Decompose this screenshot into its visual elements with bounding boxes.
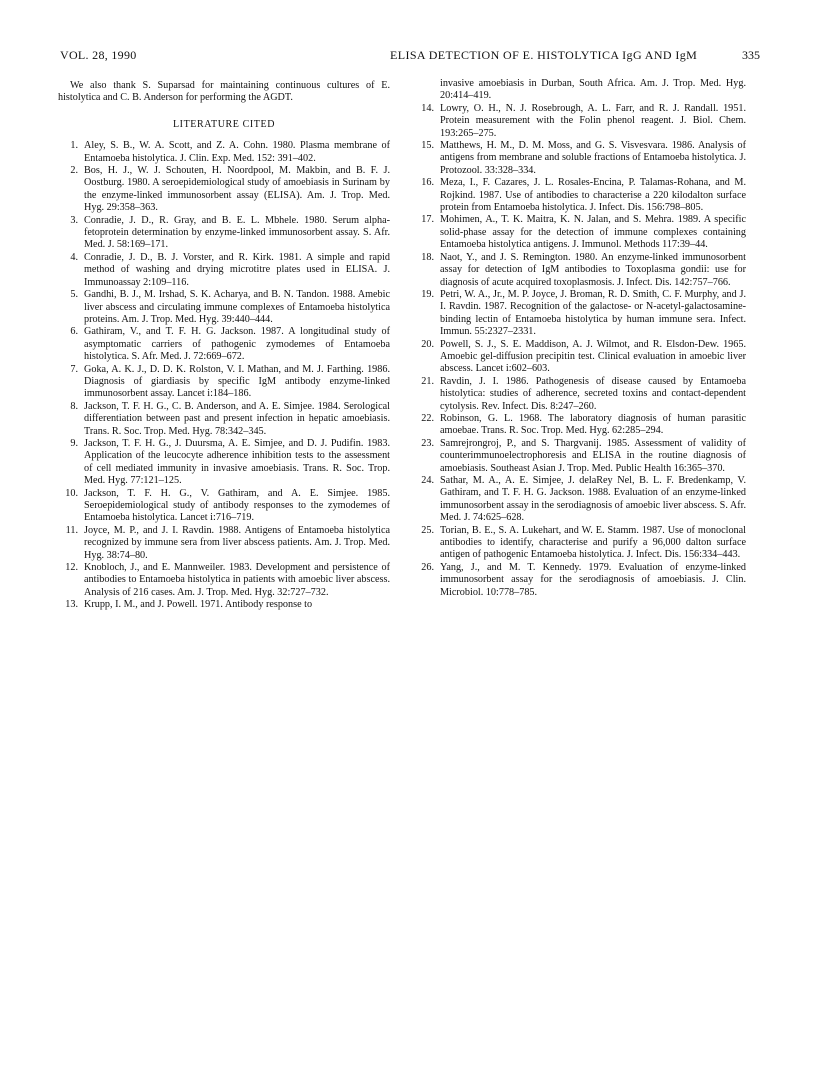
reference-text: Conradie, J. D., B. J. Vorster, and R. Kirk. 1981. A simple and rapid method of washing and drying microtitre plates used in ELISA. J. Immunoassay 2:109–116. bbox=[84, 251, 390, 288]
reference-item bbox=[58, 562, 390, 599]
reference-number: 10. bbox=[65, 487, 78, 499]
volume-label: VOL. 28, 1990 bbox=[60, 48, 137, 62]
acknowledgment: We also thank S. Suparsad for maintaining continuous cultures of E. histolytica and C. B. Anderson for performing the AGDT. bbox=[58, 80, 390, 104]
reference-text: Matthews, H. M., D. M. Moss, and G. S. Visvesvara. 1986. Analysis of antigens from membrane and soluble fractions of Entamoeba histolytica. J. Protozool. 33:328–334. bbox=[440, 140, 746, 176]
reference-item bbox=[58, 215, 390, 252]
reference-text: Jackson, T. F. H. G., C. B. Anderson, and A. E. Simjee. 1984. Serological differentiation between past and present infection in hepatic amoebiasis. Trans. R. Soc. Trop. Med. Hyg. 78:342–345. bbox=[84, 400, 390, 437]
reference-item bbox=[414, 252, 746, 289]
reference-item bbox=[414, 475, 746, 525]
running-title: ELISA DETECTION OF E. HISTOLYTICA IgG AND IgM bbox=[390, 48, 698, 62]
reference-number: 9. bbox=[70, 437, 78, 449]
reference-text: Samrejrongroj, P., and S. Thargvanij. 1985. Assessment of validity of counterimmunoelectrophoresis and ELISA in the routine diagnosis of amoebiasis. Southeast Asian J. Trop. Med. Public Health 16:365–370. bbox=[440, 437, 746, 474]
reference-item bbox=[414, 376, 746, 413]
reference-text: Jackson, T. F. H. G., V. Gathiram, and A. E. Simjee. 1985. Seroepidemiological study of antibody responses to the zymodemes of Entamoeba histolytica. Lancet i:716–719. bbox=[84, 487, 390, 524]
reference-item bbox=[58, 364, 390, 401]
reference-number: 11. bbox=[65, 524, 78, 536]
reference-text: Torian, B. E., S. A. Lukehart, and W. E. Stamm. 1987. Use of monoclonal antibodies to identify, characterise and purify a 96,000 dalton surface antigen of pathogenic Entamoeba histolytica. J. Infect. Dis. 156:334–443. bbox=[440, 524, 746, 561]
reference-text: Bos, H. J., W. J. Schouten, H. Noordpool, M. Makbin, and B. F. J. Oostburg. 1980. A seroepidemiological study of amoebiasis in Surinam by the enzyme-linked immunosorbent assay (ELISA). Am. J. Trop. Med. Hyg. 29:358–363. bbox=[84, 165, 390, 214]
reference-text: Yang, J., and M. T. Kennedy. 1979. Evaluation of enzyme-linked immunosorbent assay for the serodiagnosis of amoebiasis. J. Clin. Microbiol. 10:778–785. bbox=[440, 561, 746, 598]
literature-cited-heading: LITERATURE CITED bbox=[172, 118, 276, 130]
reference-number: 21. bbox=[421, 375, 434, 387]
reference-number: 7. bbox=[70, 363, 78, 375]
reference-text: Naot, Y., and J. S. Remington. 1980. An enzyme-linked immunosorbent assay for detection of IgM antibodies to Toxoplasma gondii: use for diagnosis of acute acquired toxoplasmosis. J. Infect. Dis. 142:757–766. bbox=[440, 251, 746, 288]
reference-list-left bbox=[58, 140, 390, 611]
reference-item bbox=[58, 488, 390, 525]
reference-continuation: invasive amoebiasis in Durban, South Africa. Am. J. Trop. Med. Hyg. 20:414–419. bbox=[440, 78, 746, 102]
reference-number: 6. bbox=[70, 326, 78, 338]
reference-item bbox=[58, 252, 390, 289]
reference-number: 25. bbox=[421, 524, 434, 536]
reference-item bbox=[58, 326, 390, 363]
reference-number: 16. bbox=[421, 177, 434, 189]
reference-item bbox=[414, 140, 746, 177]
reference-text: Powell, S. J., S. E. Maddison, A. J. Wilmot, and R. Elsdon-Dew. 1965. Amoebic gel-diffusion precipitin test. Clinical evaluation in amoebic liver abscess. Lancet i:602–603. bbox=[440, 338, 746, 375]
reference-number: 22. bbox=[421, 412, 434, 424]
reference-text: Robinson, G. L. 1968. The laboratory diagnosis of human parasitic amoebae. Trans. R. Soc. Trop. Med. Hyg. 62:285–294. bbox=[440, 412, 746, 437]
reference-number: 15. bbox=[421, 140, 434, 152]
reference-text: Conradie, J. D., R. Gray, and B. E. L. Mbhele. 1980. Serum alpha-fetoprotein determination by enzyme-linked immunosorbent assay. S. Afr. Med. J. 58:169–171. bbox=[84, 214, 390, 251]
reference-item bbox=[414, 562, 746, 599]
reference-text: Gathiram, V., and T. F. H. G. Jackson. 1987. A longitudinal study of asymptomatic carriers of pathogenic zymodemes of Entamoeba histolytica. S. Afr. Med. J. 72:669–672. bbox=[84, 326, 390, 363]
reference-text: Sathar, M. A., A. E. Simjee, J. delaRey Nel, B. L. F. Bredenkamp, V. Gathiram, and T. F. H. G. Jackson. 1988. Evaluation of an enzyme-linked immunosorbent assay in the serodiagnosis of amoebic liver abscess. S. Afr. Med. J. 74:625–628. bbox=[440, 475, 746, 524]
reference-text: Gandhi, B. J., M. Irshad, S. K. Acharya, and B. N. Tandon. 1988. Amebic liver abscess and circulating immune complexes of Entamoeba histolytica proteins. Am. J. Trop. Med. Hyg. 39:440–444. bbox=[84, 289, 390, 325]
reference-text: Joyce, M. P., and J. I. Ravdin. 1988. Antigens of Entamoeba histolytica recognized by immune sera from liver abscess patients. Am. J. Trop. Med. Hyg. 38:74–80. bbox=[84, 524, 390, 561]
reference-text: Mohimen, A., T. K. Maitra, K. N. Jalan, and S. Mehra. 1989. A specific solid-phase assay for the detection of immune complexes containing Entamoeba histolytica antigens. J. Immunol. Methods 117:39–44. bbox=[440, 214, 746, 251]
reference-item bbox=[58, 140, 390, 165]
reference-item bbox=[414, 339, 746, 376]
reference-item bbox=[414, 413, 746, 438]
reference-text: Jackson, T. F. H. G., J. Duursma, A. E. Simjee, and D. J. Pudifin. 1983. Application of the leucocyte adherence inhibition tests to the assessment of cell mediated immunity in invasive amoebiasis. Trans. R. Soc. Trop. Med. Hyg. 77:121–125. bbox=[84, 437, 390, 487]
reference-number: 2. bbox=[70, 165, 78, 177]
reference-number: 14. bbox=[421, 102, 434, 114]
reference-number: 13. bbox=[65, 599, 78, 611]
reference-text: Aley, S. B., W. A. Scott, and Z. A. Cohn. 1980. Plasma membrane of Entamoeba histolytica. J. Clin. Exp. Med. 152: 391–402. bbox=[84, 140, 390, 164]
page-number: 335 bbox=[742, 48, 760, 62]
reference-number: 26. bbox=[421, 561, 434, 573]
reference-number: 19. bbox=[421, 288, 434, 300]
reference-item bbox=[414, 289, 746, 339]
reference-number: 3. bbox=[70, 214, 78, 226]
reference-number: 20. bbox=[421, 338, 434, 350]
reference-text: Goka, A. K. J., D. D. K. Rolston, V. I. Mathan, and M. J. Farthing. 1986. Diagnosis of giardiasis by specific IgM antibody enzyme-linked immunosorbent assay. Lancet i:184–186. bbox=[84, 363, 390, 400]
reference-item bbox=[414, 103, 746, 140]
reference-item bbox=[414, 525, 746, 562]
reference-item bbox=[414, 177, 746, 214]
reference-number: 23. bbox=[421, 437, 434, 449]
reference-text: Krupp, I. M., and J. Powell. 1971. Antibody response to bbox=[84, 599, 313, 611]
reference-item bbox=[58, 401, 390, 438]
reference-number: 12. bbox=[65, 562, 78, 574]
reference-number: 18. bbox=[421, 251, 434, 263]
reference-item bbox=[58, 599, 390, 611]
reference-text: Knobloch, J., and E. Mannweiler. 1983. Development and persistence of antibodies to Entamoeba histolytica in patients with amoebic liver abscess. Analysis of 216 cases. Am. J. Trop. Med. Hyg. 32:727–732. bbox=[84, 562, 390, 598]
reference-text: Ravdin, J. I. 1986. Pathogenesis of disease caused by Entamoeba histolytica: studies of adherence, secreted toxins and contact-dependent cytolysis. Rev. Infect. Dis. 8:247–260. bbox=[440, 375, 746, 412]
reference-item bbox=[58, 165, 390, 215]
reference-list-right bbox=[414, 103, 746, 599]
reference-text: Lowry, O. H., N. J. Rosebrough, A. L. Farr, and R. J. Randall. 1951. Protein measurement with the Folin phenol reagent. J. Biol. Chem. 193:265–275. bbox=[440, 102, 746, 139]
reference-number: 5. bbox=[70, 289, 78, 301]
reference-number: 4. bbox=[70, 251, 78, 263]
reference-number: 17. bbox=[421, 214, 434, 226]
reference-item bbox=[414, 438, 746, 475]
running-header bbox=[60, 48, 760, 68]
reference-item bbox=[58, 438, 390, 488]
left-column bbox=[58, 80, 390, 612]
reference-text: Petri, W. A., Jr., M. P. Joyce, J. Broman, R. D. Smith, C. F. Murphy, and J. I. Ravdin. 1987. Recognition of the galactose- or N-acetyl-galactosamine-binding lectin of Entamoeba histolytica by human immune sera. Infect. Immun. 55:2327–2331. bbox=[440, 288, 746, 338]
reference-number: 24. bbox=[421, 475, 434, 486]
right-column bbox=[414, 78, 746, 599]
reference-number: 1. bbox=[70, 140, 78, 152]
reference-text: Meza, I., F. Cazares, J. L. Rosales-Encina, P. Talamas-Rohana, and M. Rojkind. 1987. Use of antibodies to characterise a 220 kilodalton surface protein from Entamoeba histolytica. J. Infect. Dis. 156:798–805. bbox=[440, 177, 746, 214]
reference-item bbox=[58, 525, 390, 562]
reference-item bbox=[58, 289, 390, 326]
reference-number: 8. bbox=[70, 400, 78, 412]
reference-item bbox=[414, 214, 746, 251]
